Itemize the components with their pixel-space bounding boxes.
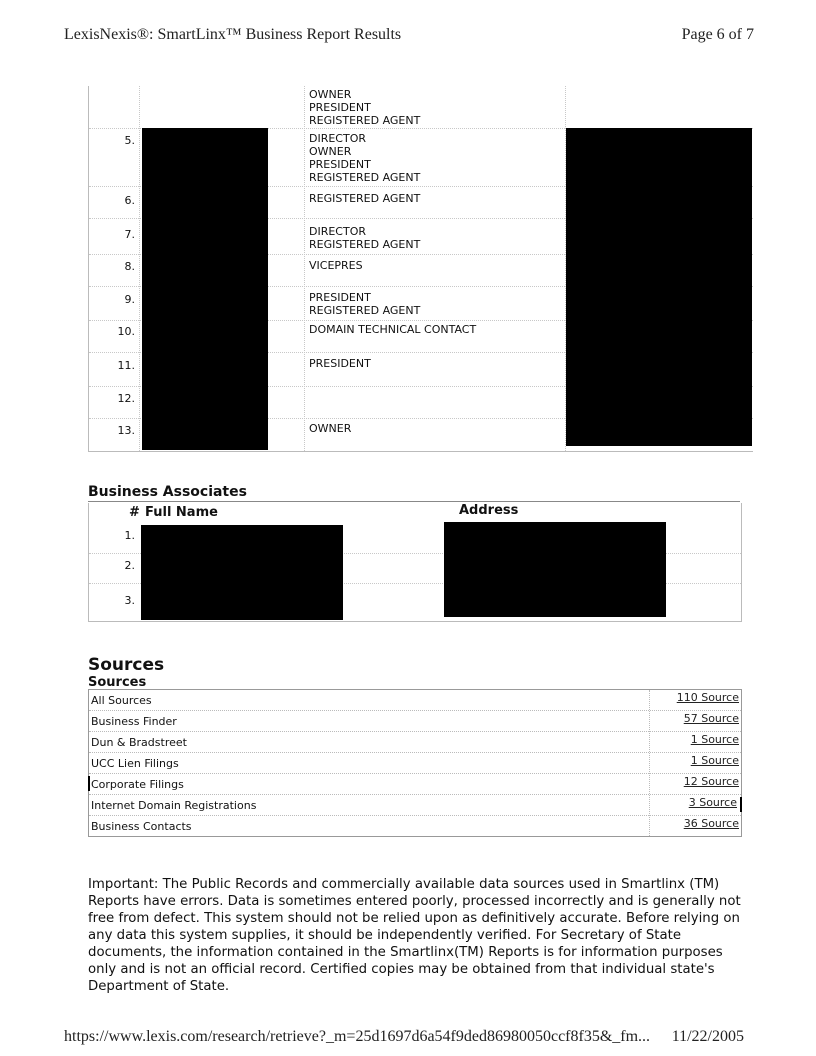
margin-mark <box>88 776 90 791</box>
associate-number: 2. <box>124 559 135 572</box>
source-count-link[interactable]: 110 Source <box>676 691 739 704</box>
source-count-link[interactable]: 1 Source <box>690 754 739 767</box>
sources-title: Sources <box>88 655 165 675</box>
officer-number: 8. <box>124 260 135 273</box>
source-name: Internet Domain Registrations <box>91 799 257 812</box>
officer-roles: OWNER <box>309 422 352 435</box>
page-number: Page 6 of 7 <box>681 26 754 43</box>
source-row <box>89 690 741 711</box>
sources-subtitle: Sources <box>88 675 147 690</box>
officer-number: 13. <box>117 424 135 437</box>
associate-number: 3. <box>124 594 135 607</box>
source-row <box>89 795 741 816</box>
redaction-block <box>566 128 752 446</box>
officer-number: 11. <box>117 359 135 372</box>
source-row <box>89 774 741 795</box>
col-name-header: Full Name <box>145 505 218 520</box>
associate-number: 1. <box>124 529 135 542</box>
disclaimer-text: Important: The Public Records and commercially available data sources used in Smartlinx (TM) Reports have errors. Data is sometimes entered poorly, processed incorrectly and is generally not free from defect. This system should not be relied upon as definitively accurate. Before relying on any data this system supplies, it should be independently verified. For Secretary of State documents, the information contained in the Smartlinx(TM) Reports is for information purposes only and is not an official record. Certified copies may be obtained from that individual state's Department of State. <box>88 877 741 994</box>
officer-number: 9. <box>124 293 135 306</box>
col-address-header: Address <box>459 503 519 518</box>
redaction-block <box>444 522 666 617</box>
officer-roles: DIRECTOR REGISTERED AGENT <box>309 225 421 251</box>
officer-roles: DOMAIN TECHNICAL CONTACT <box>309 323 477 336</box>
officer-roles: VICEPRES <box>309 259 363 272</box>
source-name: Dun & Bradstreet <box>91 736 187 749</box>
officer-number: 6. <box>124 194 135 207</box>
source-count-link[interactable]: 36 Source <box>683 817 739 830</box>
source-name: Business Contacts <box>91 820 192 833</box>
footer-url: https://www.lexis.com/research/retrieve?_m=25d1697d6a54f9ded86980050ccf8f35&_fm... <box>64 1028 651 1045</box>
officer-number: 5. <box>124 134 135 147</box>
source-row <box>89 732 741 753</box>
col-number-header: # <box>129 505 140 520</box>
redaction-block <box>141 525 343 620</box>
associates-title: Business Associates <box>88 484 247 500</box>
source-count-link[interactable]: 1 Source <box>690 733 739 746</box>
officer-roles: PRESIDENT REGISTERED AGENT <box>309 291 421 317</box>
source-count-link[interactable]: 3 Source <box>688 796 737 809</box>
footer-date: 11/22/2005 <box>671 1028 744 1045</box>
officer-roles: REGISTERED AGENT <box>309 192 421 205</box>
source-count-link[interactable]: 12 Source <box>683 775 739 788</box>
source-name: UCC Lien Filings <box>91 757 179 770</box>
officer-number: 10. <box>117 325 135 338</box>
sources-table <box>88 689 742 837</box>
report-title: LexisNexis®: SmartLinx™ Business Report Results <box>64 26 402 43</box>
source-name: Business Finder <box>91 715 177 728</box>
officer-roles: DIRECTOR OWNER PRESIDENT REGISTERED AGENT <box>309 132 421 184</box>
source-name: All Sources <box>91 694 152 707</box>
officer-roles: PRESIDENT <box>309 357 371 370</box>
officer-number: 7. <box>124 228 135 241</box>
source-count-link[interactable]: 57 Source <box>683 712 739 725</box>
source-name: Corporate Filings <box>91 778 184 791</box>
source-row <box>89 816 741 836</box>
column-divider <box>304 86 305 451</box>
source-row <box>89 711 741 732</box>
redaction-block <box>142 128 268 450</box>
margin-mark <box>740 797 742 812</box>
section-rule <box>88 501 740 502</box>
officer-number: 12. <box>117 392 135 405</box>
officer-roles-top: OWNER PRESIDENT REGISTERED AGENT <box>309 88 421 127</box>
source-row <box>89 753 741 774</box>
column-divider <box>139 86 140 451</box>
